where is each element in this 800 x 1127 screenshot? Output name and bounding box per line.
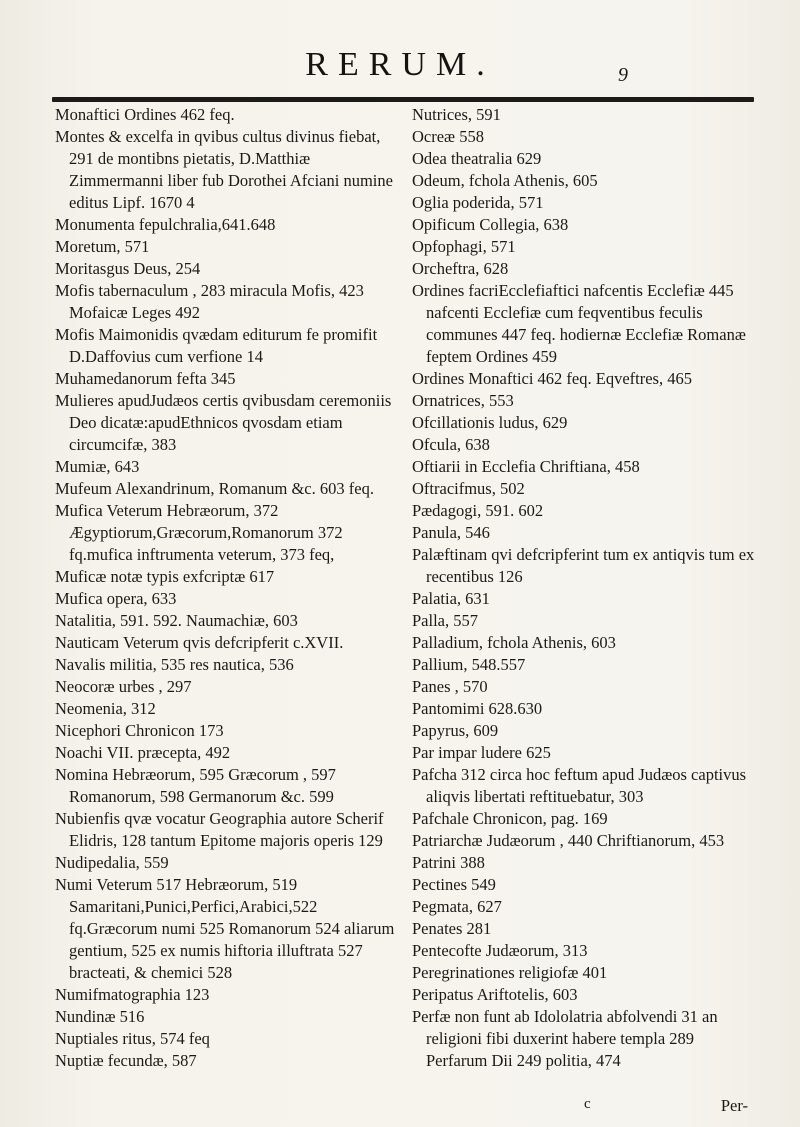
index-entry: Nubienfis qvæ vocatur Geographia autore Scherif Elidris, 128 tantum Epitome majoris operis 129 (55, 809, 384, 850)
index-entry: Natalitia, 591. 592. Naumachiæ, 603 (55, 611, 298, 630)
index-entry: Papyrus, 609 (412, 721, 499, 740)
header-rule (52, 97, 754, 102)
index-entry: Perfæ non funt ab Idololatria abfolvendi 31 an religioni fibi duxerint habere templa 289 Perfarum Dii 249 politia, 474 (412, 1007, 718, 1070)
index-entry: Moritasgus Deus, 254 (55, 259, 201, 278)
index-entry: Pafchale Chronicon, pag. 169 (412, 809, 608, 828)
index-entry: Palatia, 631 (412, 589, 490, 608)
index-entry: Monumenta fepulchralia,641.648 (55, 215, 276, 234)
index-entry: Penates 281 (412, 919, 492, 938)
index-entry: Par impar ludere 625 (412, 743, 551, 762)
index-entry: Nudipedalia, 559 (55, 853, 169, 872)
index-entry: Palæftinam qvi defcripferint tum ex antiqvis tum ex recentibus 126 (412, 545, 755, 586)
index-entry: Odeum, fchola Athenis, 605 (412, 171, 598, 190)
index-entry: Odea theatralia 629 (412, 149, 542, 168)
index-entry: Mofis Maimonidis qvædam editurum fe promifit D.Daffovius cum verfione 14 (55, 325, 378, 366)
index-entry: Neomenia, 312 (55, 699, 156, 718)
index-entry: Numifmatographia 123 (55, 985, 210, 1004)
index-entry: Ocreæ 558 (412, 127, 484, 146)
index-entry: Ofcula, 638 (412, 435, 490, 454)
index-entry: Mumiæ, 643 (55, 457, 140, 476)
index-entry: Numi Veterum 517 Hebræorum, 519 Samaritani,Punici,Perfici,Arabici,522 fq.Græcorum numi 525 Romanorum 524 aliarum gentium, 525 ex numis hiftoria illuftrata 527 bracteati, & chemici 528 (55, 875, 395, 982)
index-entry: Patriarchæ Judæorum , 440 Chriftianorum, 453 (412, 831, 725, 850)
index-entry: Pegmata, 627 (412, 897, 502, 916)
index-entry: Nomina Hebræorum, 595 Græcorum , 597 Romanorum, 598 Germanorum &c. 599 (55, 765, 336, 806)
index-entry: Mulieres apudJudæos certis qvibusdam ceremoniis Deo dicatæ:apudEthnicos qvosdam etiam circumcifæ, 383 (55, 391, 392, 454)
index-entry: Palla, 557 (412, 611, 478, 630)
index-entry: Navalis militia, 535 res nautica, 536 (55, 655, 294, 674)
index-entry: Nundinæ 516 (55, 1007, 145, 1026)
index-entry: Nicephori Chronicon 173 (55, 721, 224, 740)
index-entry: Ornatrices, 553 (412, 391, 514, 410)
index-entry: Nuptiæ fecundæ, 587 (55, 1051, 197, 1070)
index-entry: Oftiarii in Ecclefia Chriftiana, 458 (412, 457, 640, 476)
index-column-right (412, 104, 757, 1072)
index-entry: Pectines 549 (412, 875, 496, 894)
index-entry: Orcheftra, 628 (412, 259, 509, 278)
index-entry: Montes & excelfa in qvibus cultus divinus fiebat, 291 de montibns pietatis, D.Matthiæ Zimmermanni liber fub Dorothei Afciani numine editus Lipf. 1670 4 (55, 127, 393, 212)
index-entry: Peripatus Ariftotelis, 603 (412, 985, 578, 1004)
index-entry: Oftracifmus, 502 (412, 479, 525, 498)
index-entry: Nuptiales ritus, 574 feq (55, 1029, 210, 1048)
index-entry: Muficæ notæ typis exfcriptæ 617 (55, 567, 275, 586)
catchword: Per- (720, 1096, 748, 1115)
index-entry: Palladium, fchola Athenis, 603 (412, 633, 616, 652)
index-entry: Nutrices, 591 (412, 105, 501, 124)
index-entry: Opificum Collegia, 638 (412, 215, 569, 234)
index-entry: Pantomimi 628.630 (412, 699, 543, 718)
index-entry: Panula, 546 (412, 523, 490, 542)
index-entry: Pædagogi, 591. 602 (412, 501, 544, 520)
index-entry: Mufica Veterum Hebræorum, 372 Ægyptiorum,Græcorum,Romanorum 372 fq.mufica inftrumenta veterum, 373 feq, (55, 501, 343, 564)
index-entry: Ofcillationis ludus, 629 (412, 413, 568, 432)
index-entry: Monaftici Ordines 462 feq. (55, 105, 235, 124)
running-header: RERUM. (305, 46, 495, 83)
index-column-left (55, 104, 400, 1072)
index-entry: Mufica opera, 633 (55, 589, 177, 608)
index-entry: Pallium, 548.557 (412, 655, 526, 674)
index-entry: Ordines Monaftici 462 feq. Eqveftres, 465 (412, 369, 692, 388)
index-entry: Oglia poderida, 571 (412, 193, 544, 212)
index-entry: Muhamedanorum fefta 345 (55, 369, 236, 388)
page-number: 9 (618, 64, 628, 86)
index-entry: Patrini 388 (412, 853, 485, 872)
index-entry: Opfophagi, 571 (412, 237, 516, 256)
index-entry: Neocoræ urbes , 297 (55, 677, 192, 696)
index-entry: Peregrinationes religiofæ 401 (412, 963, 608, 982)
index-entry: Noachi VII. præcepta, 492 (55, 743, 231, 762)
index-entry: Mofis tabernaculum , 283 miracula Mofis, 423 Mofaicæ Leges 492 (55, 281, 364, 322)
index-entry: Ordines facriEcclefiaftici nafcentis Ecclefiæ 445 nafcenti Ecclefiæ cum feqventibus feculis communes 447 feq. hodiernæ Ecclefiæ Romanæ feptem Ordines 459 (412, 281, 746, 366)
index-entry: Nauticam Veterum qvis defcripferit c.XVII. (55, 633, 344, 652)
index-entry: Mufeum Alexandrinum, Romanum &c. 603 feq. (55, 479, 374, 498)
index-entry: Panes , 570 (412, 677, 488, 696)
index-entry: Moretum, 571 (55, 237, 150, 256)
index-entry: Pafcha 312 circa hoc feftum apud Judæos captivus aliqvis libertati reftituebatur, 303 (412, 765, 747, 806)
signature-mark: c (584, 1096, 591, 1112)
index-entry: Pentecofte Judæorum, 313 (412, 941, 588, 960)
